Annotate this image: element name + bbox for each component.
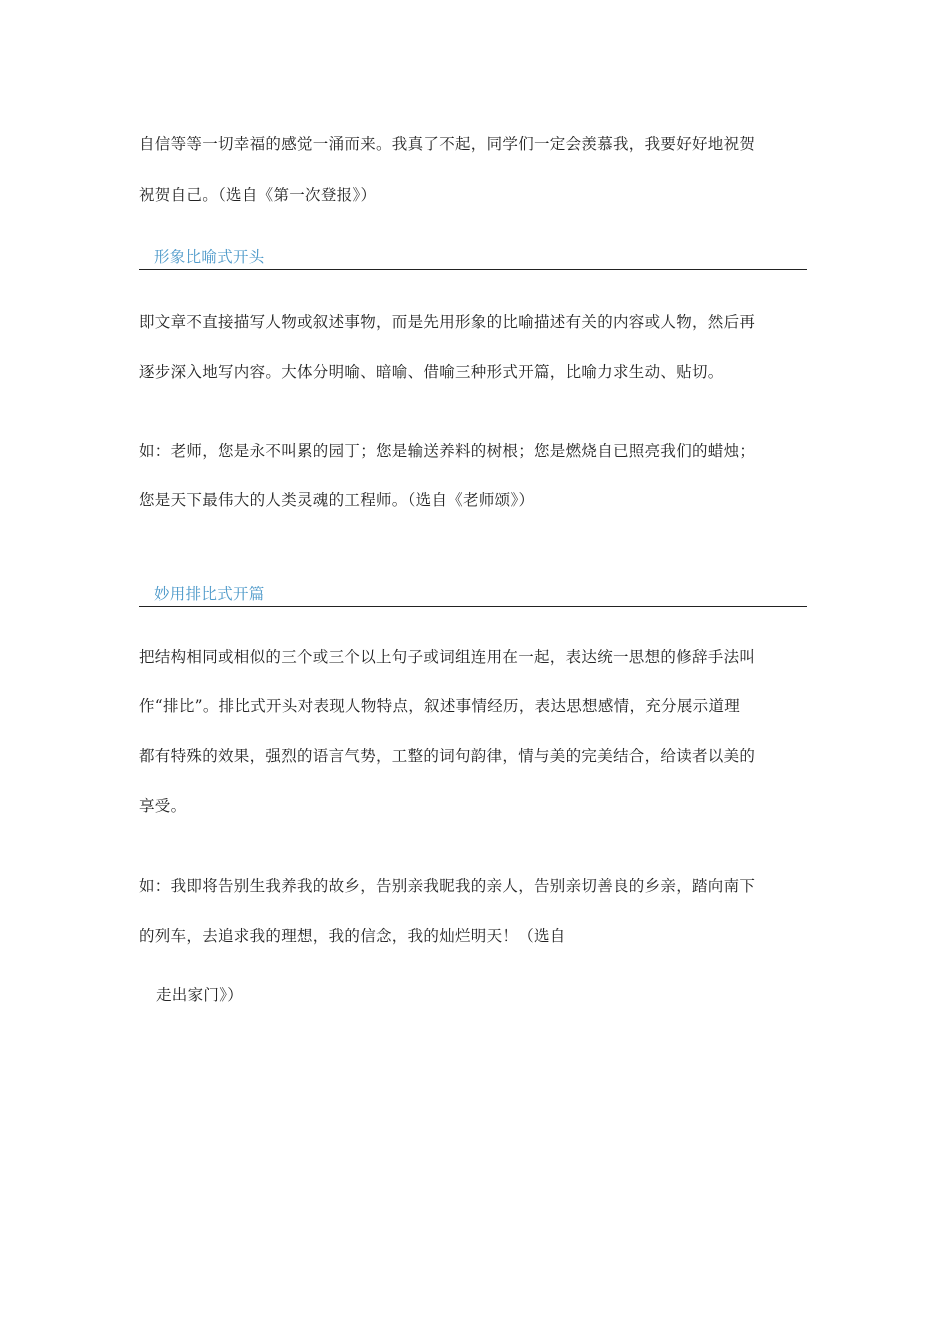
section-heading-metaphor (139, 247, 807, 270)
parallelism-example-line-3: 走出家门》） (156, 986, 244, 1004)
metaphor-description-line-1: 即文章不直接描写人物或叙述事物，而是先用形象的比喻描述有关的内容或人物，然后再 (139, 313, 756, 331)
parallelism-description-line-1: 把结构相同或相似的三个或三个以上句子或词组连用在一起，表达统一思想的修辞手法叫 (139, 648, 756, 666)
parallelism-example-line-1: 如：我即将告别生我养我的故乡，告别亲我昵我的亲人，告别亲切善良的乡亲，踏向南下 (139, 877, 756, 895)
intro-line-1: 自信等等一切幸福的感觉一涌而来。我真了不起，同学们一定会羡慕我，我要好好地祝贺 (139, 135, 756, 153)
metaphor-example-line-2: 您是天下最伟大的人类灵魂的工程师。（选自《老师颂》） (139, 491, 535, 509)
parallelism-description-line-3: 都有特殊的效果，强烈的语言气势，工整的词句韵律，情与美的完美结合，给读者以美的 (139, 747, 756, 765)
metaphor-description-line-2: 逐步深入地写内容。大体分明喻、暗喻、借喻三种形式开篇，比喻力求生动、贴切。 (139, 363, 724, 381)
metaphor-example-line-1: 如：老师，您是永不叫累的园丁；您是输送养料的树根；您是燃烧自已照亮我们的蜡烛； (139, 442, 756, 460)
section-heading-parallelism (139, 584, 807, 607)
section-heading-parallelism-text: 妙用排比式开篇 (154, 585, 265, 603)
section-heading-metaphor-text: 形象比喻式开头 (154, 248, 265, 266)
parallelism-example-line-2: 的列车，去追求我的理想，我的信念，我的灿烂明天！（选自 (139, 927, 566, 945)
intro-line-2: 祝贺自己。（选自《第一次登报》） (139, 186, 377, 204)
parallelism-description-line-4: 享受。 (139, 797, 187, 815)
parallelism-description-line-2: 作“排比”。排比式开头对表现人物特点，叙述事情经历，表达思想感情，充分展示道理 (139, 697, 741, 715)
